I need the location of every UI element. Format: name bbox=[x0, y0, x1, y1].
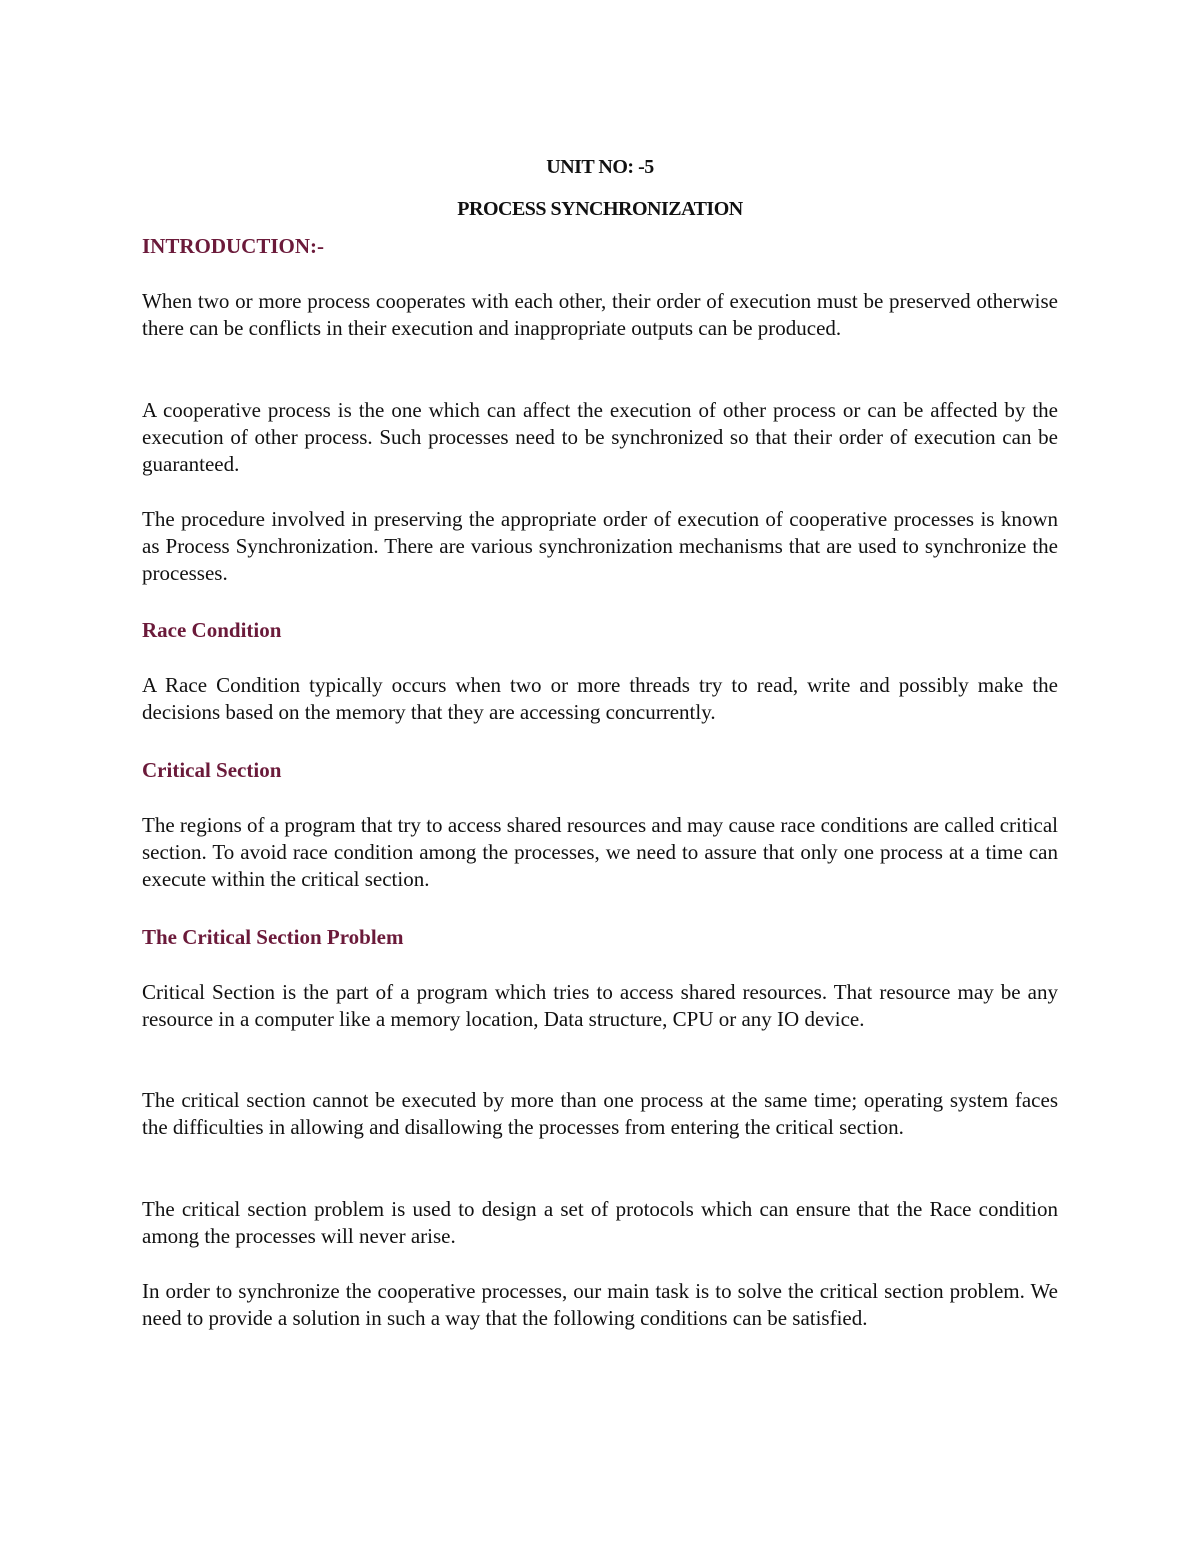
cs-problem-paragraph-4: In order to synchronize the cooperative processes, our main task is to solve the critical section problem. We need to provide a solution in such a way that the following conditions can be satisfied. bbox=[142, 1279, 1058, 1330]
page-title: PROCESS SYNCHRONIZATION bbox=[457, 198, 743, 220]
intro-paragraph-3: The procedure involved in preserving the appropriate order of execution of cooperative processes is known as Process Synchronization. There are various synchronization mechanisms that are used to synchronize the processes. bbox=[142, 507, 1058, 585]
heading-introduction: INTRODUCTION:- bbox=[142, 234, 325, 258]
intro-paragraph-1: When two or more process cooperates with each other, their order of execution must be preserved otherwise there can be conflicts in their execution and inappropriate outputs can be produced. bbox=[142, 289, 1058, 340]
cs-problem-paragraph-2: The critical section cannot be executed by more than one process at the same time; operating system faces the difficulties in allowing and disallowing the processes from entering the critical section. bbox=[142, 1088, 1058, 1139]
race-condition-paragraph: A Race Condition typically occurs when two or more threads try to read, write and possibly make the decisions based on the memory that they are accessing concurrently. bbox=[142, 673, 1058, 724]
heading-critical-section: Critical Section bbox=[142, 758, 282, 782]
cs-problem-paragraph-3: The critical section problem is used to design a set of protocols which can ensure that the Race condition among the processes will never arise. bbox=[142, 1197, 1058, 1248]
cs-problem-paragraph-1: Critical Section is the part of a program which tries to access shared resources. That resource may be any resource in a computer like a memory location, Data structure, CPU or any IO device. bbox=[142, 980, 1058, 1031]
heading-critical-section-problem: The Critical Section Problem bbox=[142, 925, 404, 949]
critical-section-paragraph: The regions of a program that try to access shared resources and may cause race conditions are called critical section. To avoid race condition among the processes, we need to assure that only one process at a time can execute within the critical section. bbox=[142, 813, 1058, 891]
heading-race-condition: Race Condition bbox=[142, 618, 282, 642]
unit-number: UNIT NO: -5 bbox=[546, 156, 654, 178]
intro-paragraph-2: A cooperative process is the one which can affect the execution of other process or can be affected by the execution of other process. Such processes need to be synchronized so that their order of execution can be guaranteed. bbox=[142, 398, 1058, 476]
